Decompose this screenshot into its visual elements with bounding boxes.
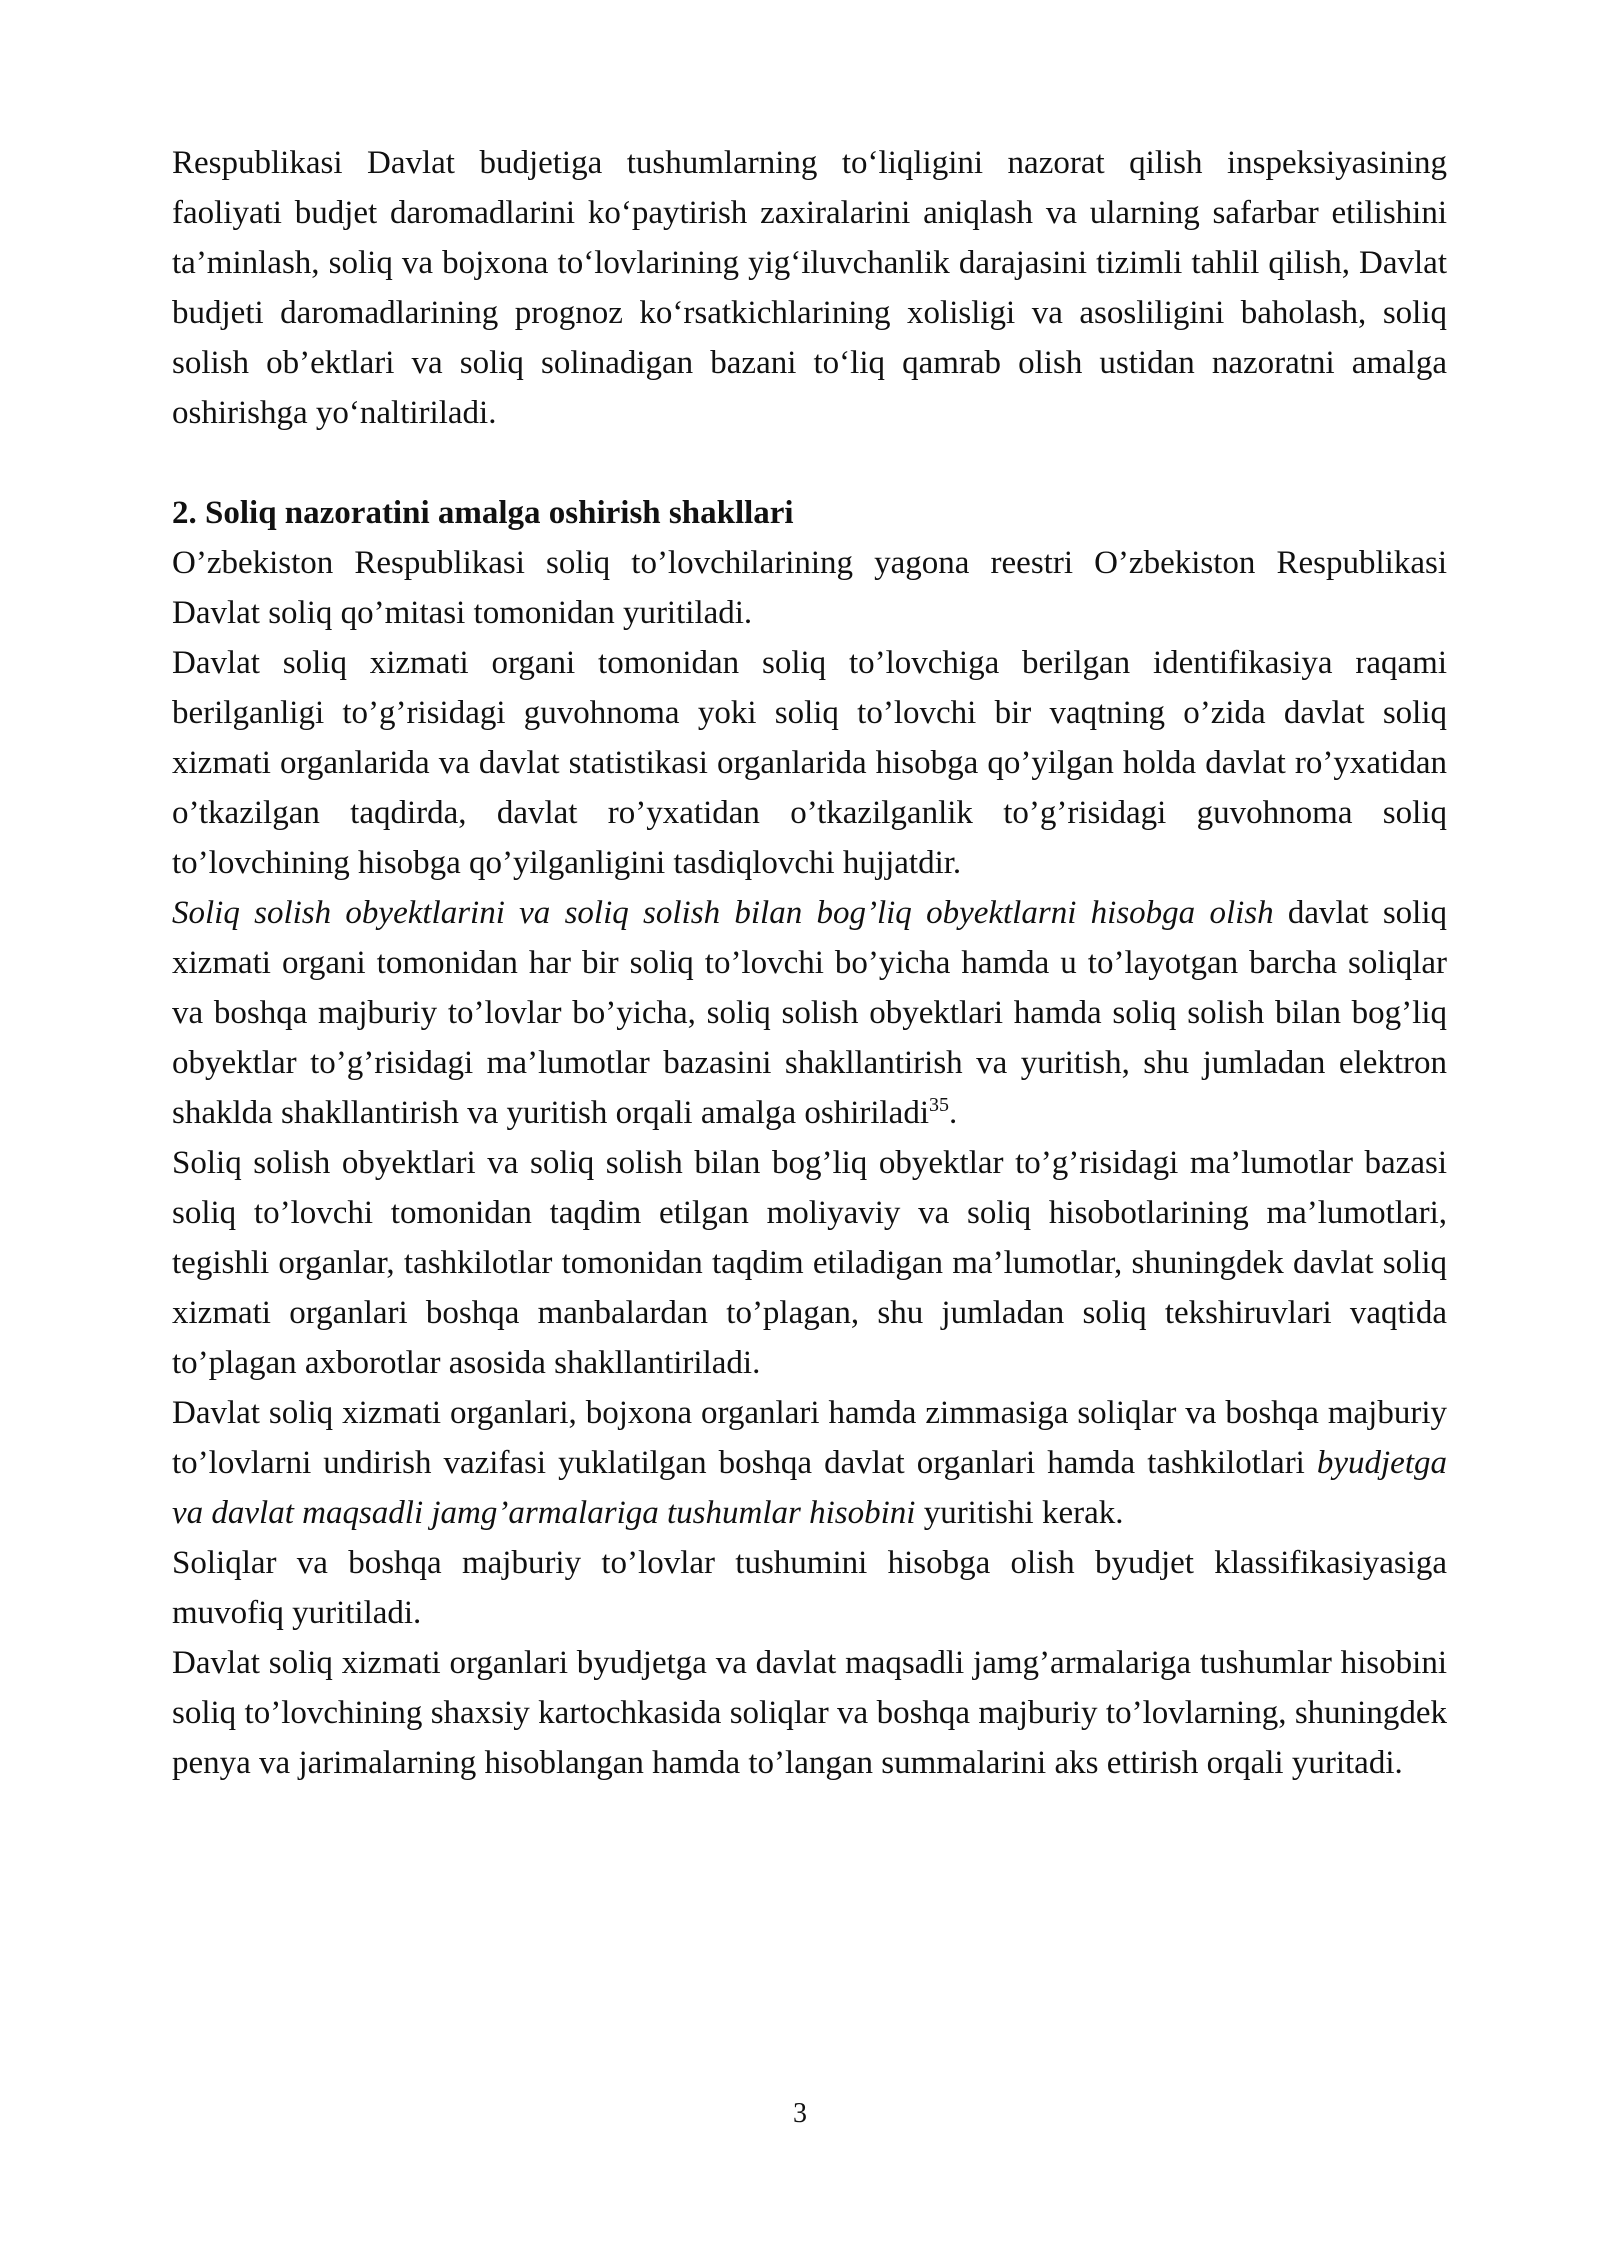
paragraph-classification: Soliqlar va boshqa majburiy to’lovlar tushumini hisobga olish byudjet klassifikasiyasiga muvofiq yuritiladi. bbox=[172, 1545, 1447, 1631]
italic-phrase-budget: byudjetga va davlat maqsadli jamg’armalariga tushumlar hisobini bbox=[172, 1445, 1447, 1531]
paragraph-organs-text: Davlat soliq xizmati organlari, bojxona organlari hamda zimmasiga soliqlar va boshqa majburiy to’lovlarni undirish vazifasi yuklatilgan boshqa davlat organlari hamda tashkilotlari bbox=[172, 1395, 1447, 1481]
page-content bbox=[172, 138, 1447, 1788]
paragraph-database: Soliq solish obyektlari va soliq solish bilan bog’liq obyektlar to’g’risidagi ma’lumotlar bazasi soliq to’lovchi tomonidan taqdim etilgan moliyaviy va soliq hisobotlarining ma’lumotlari, tegishli organlar, tashkilotlar tomonidan taqdim etiladigan ma’lumotlar, shuningdek davlat soliq xizmati organlari boshqa manbalardan to’plagan, shu jumladan soliq tekshiruvlari vaqtida to’plagan axborotlar asosida shakllantiriladi. bbox=[172, 1145, 1447, 1381]
paragraph-personal-card: Davlat soliq xizmati organlari byudjetga va davlat maqsadli jamg’armalariga tushumlar hisobini soliq to’lovchining shaxsiy kartochkasida soliqlar va boshqa majburiy to’lovlarning, shuningdek penya va jarimalarning hisoblangan hamda to’langan summalarini aks ettirish orqali yuritadi. bbox=[172, 1645, 1447, 1781]
paragraph-organs bbox=[172, 1388, 1447, 1538]
paragraph-intro: Respublikasi Davlat budjetiga tushumlarning to‘liqligini nazorat qilish inspeksiyasining faoliyati budjet daromadlarini ko‘paytirish zaxiralarini aniqlash va ularning safarbar etilishini ta’minlash, soliq va bojxona to‘lovlarining yig‘iluvchanlik darajasini tizimli tahlil qilish, Davlat budjeti daromadlarining prognoz ko‘rsatkichlarining xolisligi va asosliligini baholash, soliq solish ob’ektlari va soliq solinadigan bazani to‘liq qamrab olish ustidan nazoratni amalga oshirishga yo‘naltiriladi. bbox=[172, 145, 1447, 431]
paragraph-gap bbox=[172, 438, 1447, 488]
section-heading: 2. Soliq nazoratini amalga oshirish shakllari bbox=[172, 495, 794, 531]
italic-phrase-accounting: Soliq solish obyektlarini va soliq solish bilan bog’liq obyektlarni hisobga olish bbox=[172, 895, 1274, 931]
paragraph-accounting-end: . bbox=[949, 1095, 958, 1131]
paragraph-certificate: Davlat soliq xizmati organi tomonidan soliq to’lovchiga berilgan identifikasiya raqami berilganligi to’g’risidagi guvohnoma yoki soliq to’lovchi bir vaqtning o’zida davlat soliq xizmati organlarida va davlat statistikasi organlarida hisobga qo’yilgan holda davlat ro’yxatidan o’tkazilgan taqdirda, davlat ro’yxatidan o’tkazilganlik to’g’risidagi guvohnoma soliq to’lovchining hisobga qo’yilganligini tasdiqlovchi hujjatdir. bbox=[172, 645, 1447, 881]
paragraph-registry: O’zbekiston Respublikasi soliq to’lovchilarining yagona reestri O’zbekiston Respublikasi Davlat soliq qo’mitasi tomonidan yuritiladi. bbox=[172, 545, 1447, 631]
paragraph-accounting-text: davlat soliq xizmati organi tomonidan har bir soliq to’lovchi bo’yicha hamda u to’layotgan barcha soliqlar va boshqa majburiy to’lovlar bo’yicha, soliq solish obyektlari hamda soliq solish bilan bog’liq obyektlar to’g’risidagi ma’lumotlar bazasini shakllantirish va yuritish, shu jumladan elektron shaklda shakllantirish va yuritish orqali amalga oshiriladi bbox=[172, 895, 1447, 1131]
paragraph-accounting bbox=[172, 888, 1447, 1138]
paragraph-organs-end: yuritishi kerak. bbox=[915, 1495, 1124, 1531]
footnote-marker: 35 bbox=[929, 1094, 950, 1116]
page-number: 3 bbox=[793, 2098, 807, 2129]
